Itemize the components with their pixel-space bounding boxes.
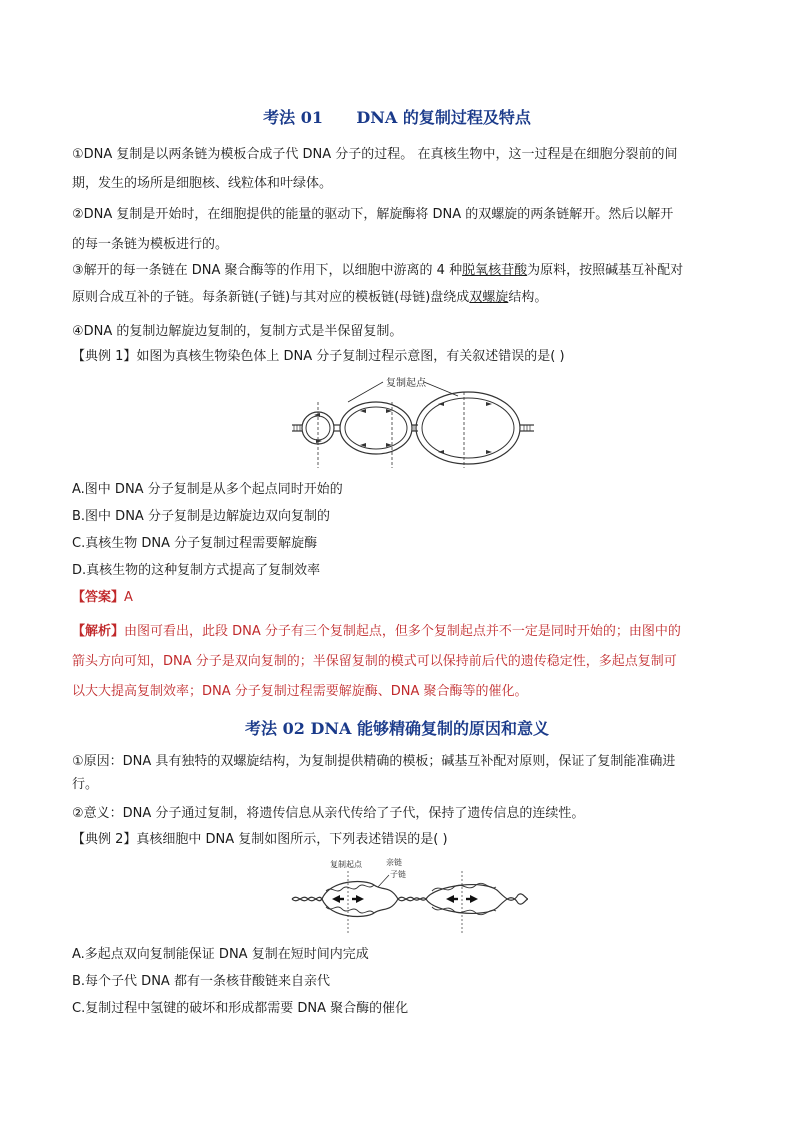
section-1-para-2-line-2: 的每一条链为模板进行的。 — [72, 237, 229, 252]
section-2-title: 考法 02 DNA 能够精确复制的原因和意义 — [245, 719, 549, 738]
example-2-option-c: C.复制过程中氢键的破坏和形成都需要 DNA 聚合酶的催化 — [72, 1001, 409, 1016]
para-3-text-d: 结构。 — [508, 290, 548, 305]
example-1-analysis-line-3: 以大大提高复制效率；DNA 分子复制过程需要解旋酶、DNA 聚合酶等的催化。 — [72, 684, 528, 699]
example-2-option-b: B.每个子代 DNA 都有一条核苷酸链来自亲代 — [72, 974, 330, 989]
example-1-answer — [72, 588, 732, 607]
section-1-para-1-line-1: ①DNA 复制是以两条链为模板合成子代 DNA 分子的过程。 在真核生物中，这一过程是在细胞分裂前的间 — [72, 147, 678, 162]
para-3-text-a: ③解开的每一条链在 DNA 聚合酶等的作用下，以细胞中游离的 4 种 — [72, 263, 463, 278]
section-1-para-3-line-2 — [72, 288, 732, 307]
example-1-analysis-line-1 — [72, 622, 732, 641]
example-2-option-a: A.多起点双向复制能保证 DNA 复制在短时间内完成 — [72, 947, 369, 962]
child-strand-label: 子链 — [390, 870, 406, 879]
answer-value: A — [124, 590, 133, 605]
deoxynucleotide-term: 脱氧核苷酸 — [462, 263, 528, 278]
example-1-replication-figure — [288, 372, 536, 470]
para-3-text-c: 原则合成互补的子链。每条新链(子链)与其对应的模板链(母链)盘绕成 — [72, 290, 470, 305]
origin-label-2: 复制起点 — [330, 860, 362, 869]
analysis-label: 【解析】 — [72, 624, 125, 639]
example-1-option-b: B.图中 DNA 分子复制是边解旋边双向复制的 — [72, 509, 330, 524]
example-1-option-c: C.真核生物 DNA 分子复制过程需要解旋酶 — [72, 536, 318, 551]
example-1-option-d: D.真核生物的这种复制方式提高了复制效率 — [72, 563, 321, 578]
example-1-analysis-line-2: 箭头方向可知，DNA 分子是双向复制的；半保留复制的模式可以保持前后代的遗传稳定性，多起点复制可 — [72, 654, 677, 669]
example-2-replication-figure — [290, 855, 530, 935]
section-2-para-1-line-2: 行。 — [72, 777, 99, 792]
example-1-stem: 【典例 1】如图为真核生物染色体上 DNA 分子复制过程示意图，有关叙述错误的是( ) — [72, 349, 565, 364]
section-1-para-1-line-2: 期，发生的场所是细胞核、线粒体和叶绿体。 — [72, 176, 333, 191]
section-1-title: 考法 01 DNA 的复制过程及特点 — [263, 108, 531, 127]
double-helix-term: 双螺旋 — [469, 290, 509, 305]
section-2-para-1-line-1: ①原因：DNA 具有独特的双螺旋结构，为复制提供精确的模板；碱基互补配对原则，保证了复制能准确进 — [72, 754, 676, 769]
section-1-para-4: ④DNA 的复制边解旋边复制的，复制方式是半保留复制。 — [72, 324, 403, 339]
section-2-para-2: ②意义：DNA 分子通过复制，将遗传信息从亲代传给了子代，保持了遗传信息的连续性。 — [72, 806, 585, 821]
origin-label: 复制起点 — [386, 378, 426, 389]
para-3-text-b: 为原料，按照碱基互补配对 — [527, 263, 684, 278]
parent-strand-label: 亲链 — [386, 858, 402, 867]
section-1-para-2-line-1: ②DNA 复制是开始时，在细胞提供的能量的驱动下，解旋酶将 DNA 的双螺旋的两条链解开。然后以解开 — [72, 207, 674, 222]
answer-label: 【答案】 — [72, 590, 125, 605]
example-2-stem: 【典例 2】真核细胞中 DNA 复制如图所示，下列表述错误的是( ) — [72, 832, 448, 847]
analysis-text-1: 由图可看出，此段 DNA 分子有三个复制起点，但多个复制起点并不一定是同时开始的；由图中的 — [124, 624, 681, 639]
example-1-option-a: A.图中 DNA 分子复制是从多个起点同时开始的 — [72, 482, 343, 497]
section-1-para-3-line-1 — [72, 261, 732, 280]
